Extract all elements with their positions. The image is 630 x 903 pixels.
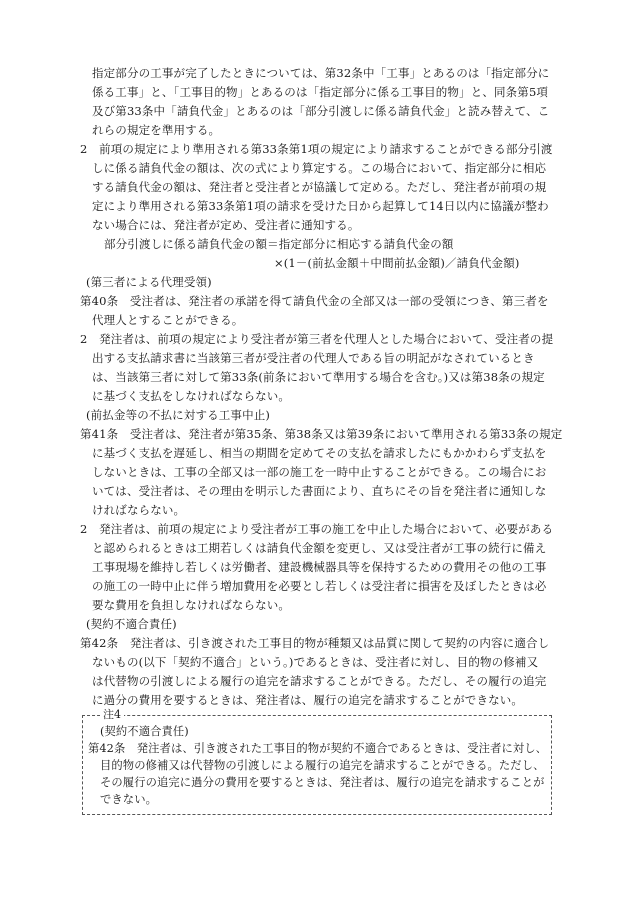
text-line: 第42条 発注者は、引き渡された工事目的物が種類又は品質に関して契約の内容に適合し: [80, 636, 550, 650]
text-line: と認められるときは工期若しくは請負代金額を変更し、又は受注者が工事の続行に備え: [92, 541, 547, 555]
note-line: その履行の追完に過分の費用を要するときは、発注者は、履行の追完を請求することが: [100, 776, 545, 789]
article-heading: (前払金等の不払に対する工事中止): [86, 408, 271, 422]
text-line: 指定部分の工事が完了したときについては、第32条中「工事」とあるのは「指定部分に: [92, 66, 550, 80]
text-line: しに係る請負代金の額は、次の式により算定する。この場合において、指定部分に相応: [92, 161, 547, 175]
text-line: 工事現場を維持し若しくは労働者、建設機械器具等を保持するための費用その他の工事: [92, 560, 547, 574]
article-heading: (第三者による代理受領): [86, 275, 212, 289]
text-line: しないときは、工事の全部又は一部の施工を一時中止することができる。この場合にお: [92, 465, 547, 479]
text-line: する請負代金の額は、発注者と受注者とが協議して定める。ただし、発注者が前項の規: [92, 180, 547, 194]
text-line: 及び第33条中「請負代金」とあるのは「部分引渡しに係る請負代金」と読み替えて、こ: [92, 104, 550, 118]
note-line: 目的物の修補又は代替物の引渡しによる履行の追完を請求することができる。ただし、: [100, 759, 545, 772]
text-line: に過分の費用を要するときは、発注者は、履行の追完を請求することができない。: [92, 693, 524, 707]
note-line: 第42条 発注者は、引き渡された工事目的物が契約不適合であるときは、受注者に対し、: [88, 742, 548, 755]
formula-line: ×(1－(前払金額＋中間前払金額)／請負代金額): [274, 256, 520, 270]
text-line: ければならない。: [92, 503, 186, 517]
text-line: 2 発注者は、前項の規定により受注者が工事の施工を中止した場合において、必要がある: [80, 522, 554, 536]
text-line: に基づく支払をしなければならない。: [92, 389, 291, 403]
text-line: 代理人とすることができる。: [92, 313, 244, 327]
text-line: ないもの(以下「契約不適合」という。)であるときは、受注者に対し、目的物の修補又: [92, 655, 539, 669]
text-line: 要な費用を負担しなければならない。: [92, 598, 291, 612]
text-line: いては、受注者は、その理由を明示した書面により、直ちにその旨を発注者に通知しな: [92, 484, 547, 498]
text-line: れらの規定を準用する。: [92, 123, 221, 137]
text-line: 係る工事」と、「工事目的物」とあるのは「指定部分に係る工事目的物」と、同条第5項: [92, 85, 549, 99]
text-line: に基づく支払を遅延し、相当の期間を定めてその支払を請求したにもかかわらず支払を: [92, 446, 547, 460]
note-heading: (契約不適合責任): [100, 725, 189, 738]
text-line: は代替物の引渡しによる履行の追完を請求することができる。ただし、その履行の追完: [92, 674, 547, 688]
article-heading: (契約不適合責任): [86, 617, 177, 631]
text-line: 2 発注者は、前項の規定により受注者が第三者を代理人とした場合において、受注者の提: [80, 332, 554, 346]
text-line: ない場合には、発注者が定め、受注者に通知する。: [92, 218, 360, 232]
text-line: 2 前項の規定により準用される第33条第1項の規定により請求することができる部分引渡: [80, 142, 553, 156]
text-line: 定により準用される第33条第1項の請求を受けた日から起算して14日以内に協議が整わ: [92, 199, 549, 213]
text-line: 第40条 受注者は、発注者の承諾を得て請負代金の全部又は一部の受領につき、第三者を: [80, 294, 549, 308]
text-line: 出する支払請求書に当該第三者が受注者の代理人である旨の明記がなされているとき: [92, 351, 535, 365]
note-line: できない。: [100, 793, 157, 806]
text-line: 第41条 受注者は、発注者が第35条、第38条又は第39条において準用される第33条の規定: [80, 427, 563, 441]
formula-line: 部分引渡しに係る請負代金の額＝指定部分に相応する請負代金の額: [104, 237, 454, 251]
text-line: は、当該第三者に対して第33条(前条において準用する場合を含む。)又は第38条の規定: [92, 370, 545, 384]
text-line: の施工の一時中止に伴う増加費用を必要とし若しくは受注者に損害を及ぼしたときは必: [92, 579, 547, 593]
note-label: 注4: [100, 707, 124, 723]
